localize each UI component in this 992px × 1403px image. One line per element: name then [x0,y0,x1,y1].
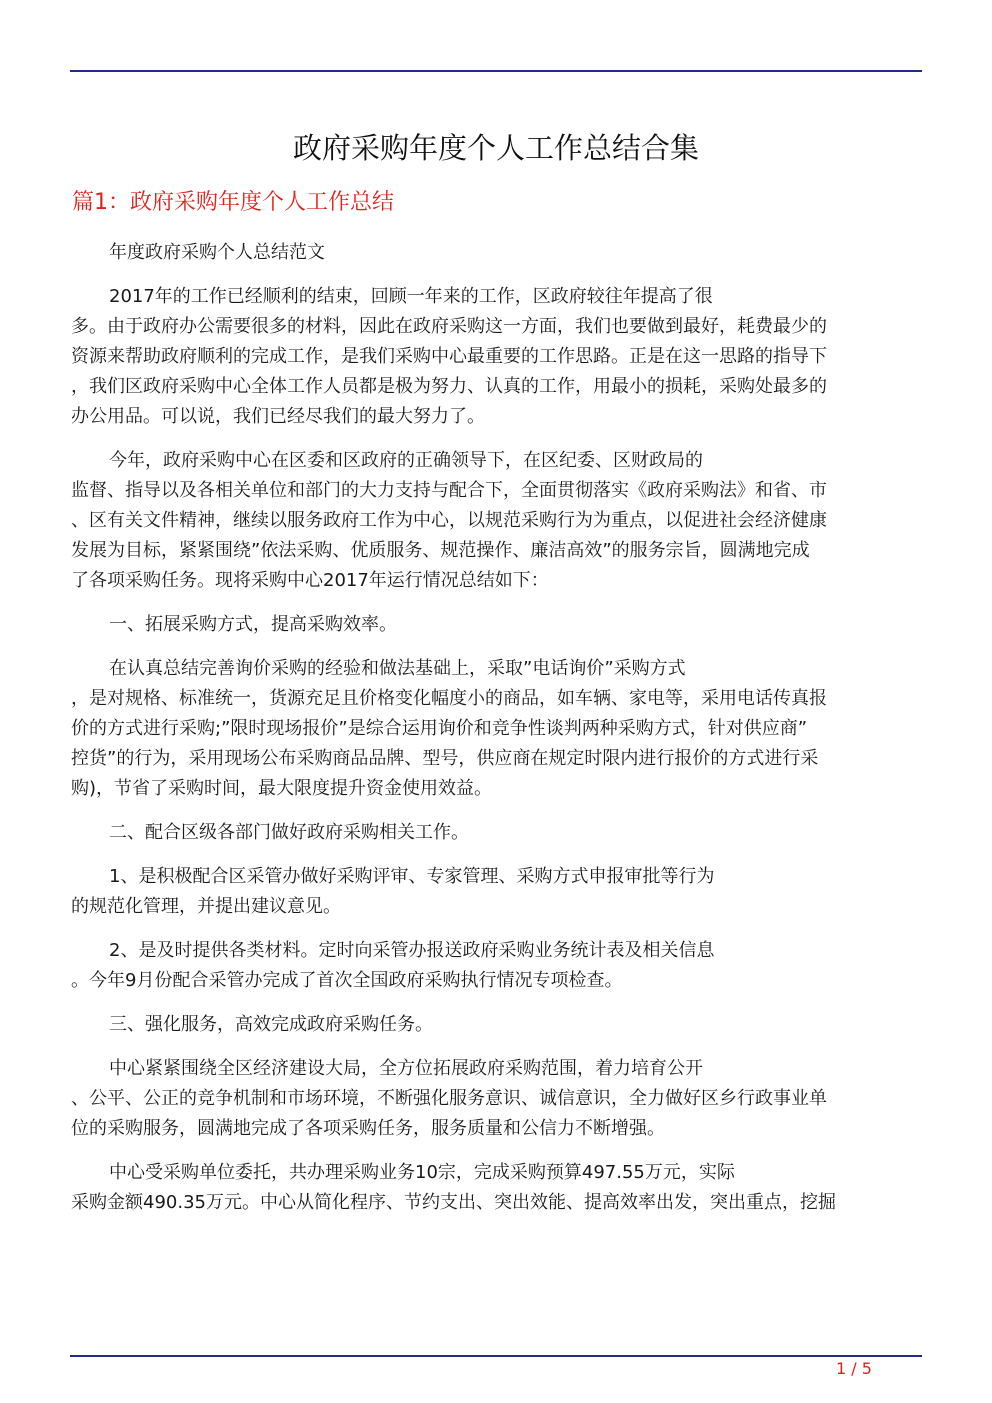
text-line: ，我们区政府采购中心全体工作人员都是极为努力、认真的工作，用最小的损耗，采购处最多的 [71,376,827,397]
paragraph [71,1054,911,1144]
text-line: 2017年的工作已经顺利的结束，回顾一年来的工作，区政府较往年提高了很 [109,286,713,307]
text-line: 二、配合区级各部门做好政府采购相关工作。 [109,822,469,843]
paragraph [71,610,911,640]
text-line: 购)，节省了采购时间，最大限度提升资金使用效益。 [71,778,493,799]
text-line: 多。由于政府办公需要很多的材料，因此在政府采购这一方面，我们也要做到最好，耗费最少的 [71,316,827,337]
text-line: 发展为目标，紧紧围绕”依法采购、优质服务、规范操作、廉洁高效”的服务宗旨，圆满地完成 [71,540,810,561]
text-line: 2、是及时提供各类材料。定时向采管办报送政府采购业务统计表及相关信息 [109,940,715,961]
paragraph [71,862,911,922]
text-line: 办公用品。可以说，我们已经尽我们的最大努力了。 [71,406,485,427]
text-line: 的规范化管理，并提出建议意见。 [71,896,341,917]
text-line: 年度政府采购个人总结范文 [109,242,325,263]
text-line: 价的方式进行采购;”限时现场报价”是综合运用询价和竞争性谈判两种采购方式，针对供应商” [71,718,808,739]
text-line: 在认真总结完善询价采购的经验和做法基础上，采取”电话询价”采购方式 [109,658,686,679]
text-line: 、区有关文件精神，继续以服务政府工作为中心，以规范采购行为为重点，以促进社会经济健康 [71,510,827,531]
text-line: 今年，政府采购中心在区委和区政府的正确领导下，在区纪委、区财政局的 [109,450,703,471]
document-title: 政府采购年度个人工作总结合集 [292,131,699,165]
text-line: 资源来帮助政府顺利的完成工作，是我们采购中心最重要的工作思路。正是在这一思路的指导下 [71,346,827,367]
text-line: 一、拓展采购方式，提高采购效率。 [109,614,397,635]
text-line: 了各项采购任务。现将采购中心2017年运行情况总结如下： [71,570,549,591]
text-line: 。今年9月份配合采管办完成了首次全国政府采购执行情况专项检查。 [71,970,623,991]
text-line: 监督、指导以及各相关单位和部门的大力支持与配合下，全面贯彻落实《政府采购法》和省、市 [71,480,827,501]
paragraph [71,654,911,804]
text-line: 位的采购服务，圆满地完成了各项采购任务，服务质量和公信力不断增强。 [71,1118,665,1139]
paragraph [71,282,911,432]
text-line: 、公平、公正的竞争机制和市场环境，不断强化服务意识、诚信意识，全力做好区乡行政事业单 [71,1088,827,1109]
paragraph [71,1158,911,1218]
document-body [71,238,911,1232]
text-line: ，是对规格、标准统一，货源充足且价格变化幅度小的商品，如车辆、家电等，采用电话传真报 [71,688,827,709]
section-heading: 篇1：政府采购年度个人工作总结 [72,190,394,215]
paragraph [71,936,911,996]
text-line: 采购金额490.35万元。中心从简化程序、节约支出、突出效能、提高效率出发，突出重点，挖掘 [71,1192,836,1213]
text-line: 控货”的行为，采用现场公布采购商品品牌、型号，供应商在规定时限内进行报价的方式进行采 [71,748,819,769]
footer-rule [70,1355,922,1357]
paragraph [71,1010,911,1040]
text-line: 三、强化服务，高效完成政府采购任务。 [109,1014,433,1035]
text-line: 中心紧紧围绕全区经济建设大局，全方位拓展政府采购范围，着力培育公开 [109,1058,703,1079]
paragraph [71,818,911,848]
page-number: 1 / 5 [836,1359,872,1378]
paragraph [71,446,911,596]
text-line: 1、是积极配合区采管办做好采购评审、专家管理、采购方式申报审批等行为 [109,866,715,887]
paragraph [71,238,911,268]
header-rule [70,70,922,72]
text-line: 中心受采购单位委托，共办理采购业务10宗，完成采购预算497.55万元，实际 [109,1162,735,1183]
